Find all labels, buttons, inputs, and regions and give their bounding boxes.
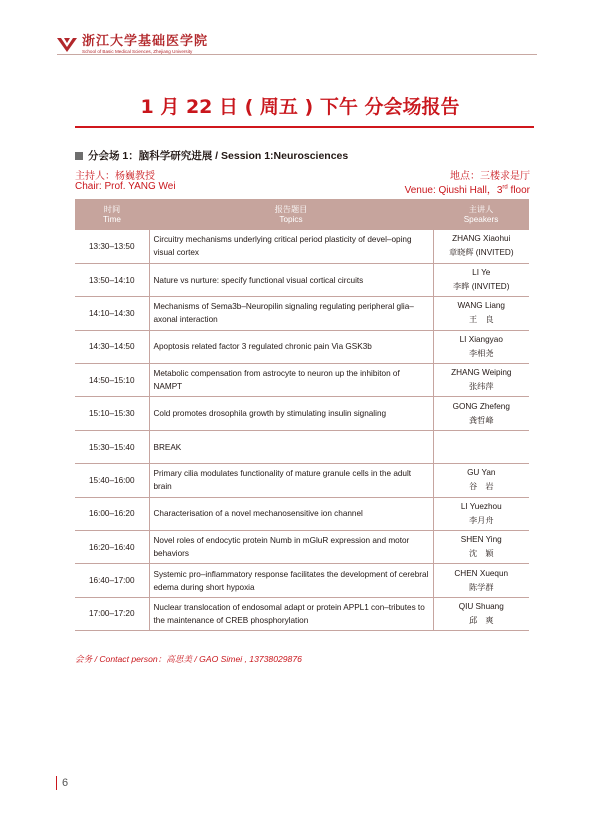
- table-row: [75, 330, 529, 363]
- row-topic: Systemic pro–inflammatory response facilitates the development of cerebral edema during short hypoxia: [149, 564, 433, 597]
- row-topic: Novel roles of endocytic protein Numb in mGluR expression and motor behaviors: [149, 531, 433, 564]
- row-time: 15:40–16:00: [75, 464, 149, 497]
- logo-english-name: School of Basic Medical Sciences, Zhejiang University: [82, 49, 193, 54]
- row-speaker: [433, 464, 529, 497]
- speaker-name-en: CHEN Xuequn: [454, 568, 509, 578]
- row-topic: Primary cilia modulates functionality of mature granule cells in the adult brain: [149, 464, 433, 497]
- header-speakers: 主讲人 Speakers: [433, 199, 529, 230]
- table-row: [75, 297, 529, 330]
- speaker-name-cn: 沈 颖: [468, 549, 494, 559]
- session-label: 分会场 1：脑科学研究进展 / Session 1:Neurosciences: [88, 150, 349, 162]
- speaker-name-en: LI Ye: [472, 268, 491, 278]
- row-speaker: [433, 364, 529, 397]
- row-topic: Circuitry mechanisms underlying critical period plasticity of devel–oping visual cortex: [149, 230, 433, 263]
- row-time: 17:00–17:20: [75, 597, 149, 630]
- table-row: [75, 364, 529, 397]
- row-topic: Apoptosis related factor 3 regulated chronic pain Via GSK3b: [149, 330, 433, 363]
- row-topic: Characterisation of a novel mechanosensitive ion channel: [149, 497, 433, 530]
- table-row: [75, 531, 529, 564]
- speaker-name-cn: 龚哲峰: [468, 415, 494, 425]
- row-speaker: [433, 230, 529, 263]
- row-speaker: [433, 531, 529, 564]
- school-logo: [56, 35, 208, 55]
- speaker-name-cn: 陈学群: [468, 582, 494, 592]
- header-time: 时间 Time: [75, 199, 149, 230]
- row-time: 13:50–14:10: [75, 263, 149, 296]
- logo-chinese-name: 浙江大学基础医学院: [82, 34, 209, 49]
- speaker-name-en: WANG Liang: [457, 301, 505, 311]
- chair-cn: 主持人：杨巍教授: [75, 171, 155, 182]
- speaker-name-en: QIU Shuang: [458, 601, 504, 611]
- row-time: 14:30–14:50: [75, 330, 149, 363]
- chair-en: Chair: Prof. YANG Wei: [75, 181, 176, 192]
- table-row: [75, 430, 529, 463]
- row-speaker: [433, 497, 529, 530]
- header-divider: [57, 54, 537, 55]
- row-time: 14:50–15:10: [75, 364, 149, 397]
- table-row: [75, 564, 529, 597]
- table-row: [75, 230, 529, 263]
- row-time: 15:10–15:30: [75, 397, 149, 430]
- contact-person: 会务 / Contact person：高思美 / GAO Simei , 13738029876: [75, 654, 302, 664]
- table-row: [75, 397, 529, 430]
- table-row: [75, 464, 529, 497]
- row-time: 15:30–15:40: [75, 430, 149, 463]
- row-topic: Nuclear translocation of endosomal adapt or protein APPL1 con–tributes to the maintenance of CREB phosphorylation: [149, 597, 433, 630]
- page-number: 6: [56, 776, 68, 790]
- page-number-bar: [56, 776, 57, 790]
- speaker-name-cn: 章晓辉 (INVITED): [448, 248, 514, 258]
- speaker-name-en: ZHANG Weiping: [451, 368, 512, 378]
- table-row: [75, 597, 529, 630]
- row-speaker: [433, 597, 529, 630]
- page-title: 1 月 22 日 ( 周五 ) 下午 分会场报告: [140, 96, 460, 118]
- chair-location-row-cn: [75, 167, 530, 182]
- row-topic: Metabolic compensation from astrocyte to neuron up the inhibiton of NAMPT: [149, 364, 433, 397]
- speaker-name-cn: 王 良: [468, 315, 494, 325]
- square-bullet-icon: [75, 152, 83, 160]
- row-speaker: [433, 397, 529, 430]
- venue-en: Venue: Qiushi Hall，3rd floor: [404, 184, 530, 196]
- session-heading: [75, 148, 348, 163]
- row-time: 14:10–14:30: [75, 297, 149, 330]
- speaker-name-en: LI Yuezhou: [460, 501, 502, 511]
- row-time: 13:30–13:50: [75, 230, 149, 263]
- speaker-name-en: SHEN Ying: [460, 535, 502, 545]
- row-time: 16:20–16:40: [75, 531, 149, 564]
- table-header-row: [75, 199, 529, 230]
- speaker-name-en: GONG Zhefeng: [452, 401, 510, 411]
- schedule-table: [75, 199, 529, 631]
- table-row: [75, 497, 529, 530]
- row-speaker: [433, 430, 529, 463]
- title-underline: [75, 126, 534, 128]
- chair-venue-row-en: [75, 181, 530, 196]
- row-speaker: [433, 330, 529, 363]
- row-topic: Cold promotes drosophila growth by stimulating insulin signaling: [149, 397, 433, 430]
- header-topics: 报告题目 Topics: [149, 199, 433, 230]
- row-topic: Mechanisms of Sema3b–Neuropilin signaling regulating peripheral glia–axonal interaction: [149, 297, 433, 330]
- row-topic: Nature vs nurture: specify functional visual cortical circuits: [149, 263, 433, 296]
- speaker-name-cn: 李晔 (INVITED): [453, 282, 510, 292]
- speaker-name-cn: 李相尧: [468, 348, 494, 358]
- row-speaker: [433, 263, 529, 296]
- row-topic: BREAK: [149, 430, 433, 463]
- row-time: 16:40–17:00: [75, 564, 149, 597]
- table-row: [75, 263, 529, 296]
- speaker-name-en: GU Yan: [467, 468, 496, 478]
- school-emblem-icon: [56, 36, 78, 54]
- row-time: 16:00–16:20: [75, 497, 149, 530]
- speaker-name-cn: 谷 岩: [468, 482, 494, 492]
- speaker-name-cn: 张纬萍: [468, 382, 494, 392]
- speaker-name-en: ZHANG Xiaohui: [452, 234, 511, 244]
- speaker-name-cn: 李月舟: [468, 515, 494, 525]
- speaker-name-cn: 邱 爽: [468, 615, 494, 625]
- speaker-name-en: LI Xiangyao: [459, 334, 503, 344]
- row-speaker: [433, 564, 529, 597]
- row-speaker: [433, 297, 529, 330]
- location-cn: 地点：三楼求是厅: [450, 171, 530, 182]
